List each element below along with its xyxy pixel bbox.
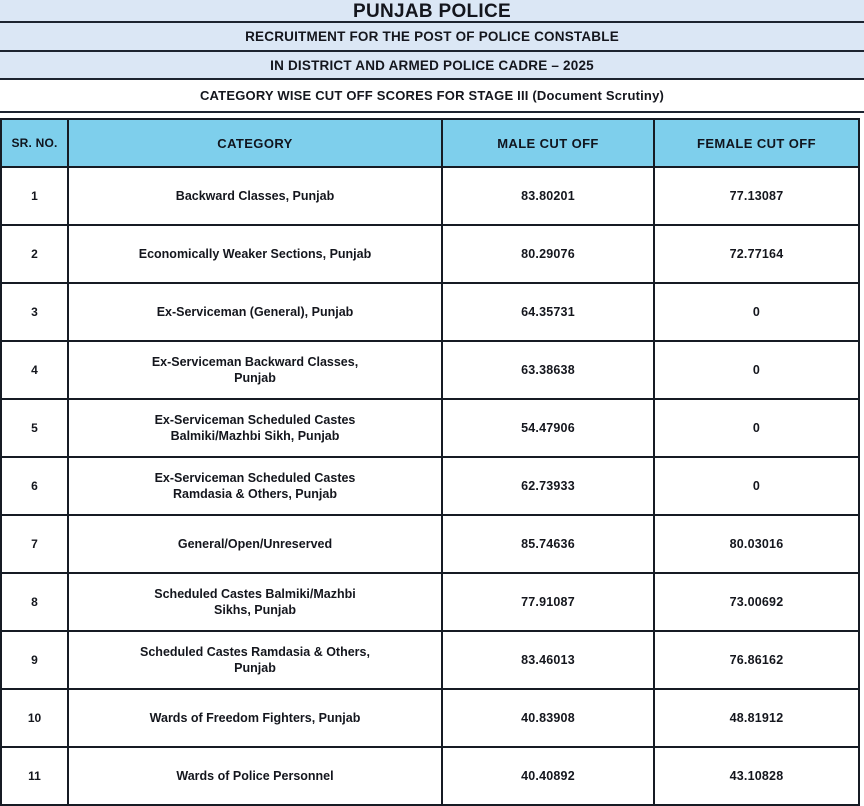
page-title: PUNJAB POLICE	[0, 0, 864, 23]
column-header-female-cut-off: FEMALE CUT OFF	[654, 119, 859, 167]
cell-sr-no: 5	[1, 399, 68, 457]
cell-female-cut-off: 0	[654, 457, 859, 515]
category-line: Ex-Serviceman (General), Punjab	[156, 305, 354, 319]
cell-sr-no: 4	[1, 341, 68, 399]
table-row	[1, 747, 859, 805]
cell-male-cut-off: 62.73933	[442, 457, 654, 515]
cell-female-cut-off: 0	[654, 399, 859, 457]
cell-sr-no: 11	[1, 747, 68, 805]
cell-female-cut-off: 43.10828	[654, 747, 859, 805]
cell-sr-no: 7	[1, 515, 68, 573]
category-line: Ex-Serviceman Backward Classes,	[151, 355, 359, 369]
column-header-category: CATEGORY	[68, 119, 442, 167]
table-body	[1, 167, 859, 805]
table-row	[1, 573, 859, 631]
table-row	[1, 167, 859, 225]
category-line: Economically Weaker Sections, Punjab	[138, 247, 372, 261]
cell-category	[68, 689, 442, 747]
category-line: Punjab	[234, 661, 276, 675]
cell-category	[68, 341, 442, 399]
cell-category	[68, 631, 442, 689]
cell-male-cut-off: 80.29076	[442, 225, 654, 283]
category-line: Ex-Serviceman Scheduled Castes	[154, 471, 356, 485]
cutoff-table-container	[0, 118, 858, 806]
cell-male-cut-off: 40.40892	[442, 747, 654, 805]
cell-female-cut-off: 48.81912	[654, 689, 859, 747]
cell-male-cut-off: 63.38638	[442, 341, 654, 399]
column-header-sr-no: SR. NO.	[1, 119, 68, 167]
table-row	[1, 457, 859, 515]
category-line: Balmiki/Mazhbi Sikh, Punjab	[170, 429, 340, 443]
cell-female-cut-off: 76.86162	[654, 631, 859, 689]
category-line: General/Open/Unreserved	[177, 537, 333, 551]
cell-male-cut-off: 83.46013	[442, 631, 654, 689]
cell-female-cut-off: 0	[654, 341, 859, 399]
table-row	[1, 631, 859, 689]
cell-female-cut-off: 0	[654, 283, 859, 341]
cadre-year-subtitle: IN DISTRICT AND ARMED POLICE CADRE – 2025	[0, 52, 864, 80]
cell-sr-no: 6	[1, 457, 68, 515]
table-row	[1, 399, 859, 457]
cell-category	[68, 283, 442, 341]
cell-sr-no: 3	[1, 283, 68, 341]
cell-male-cut-off: 54.47906	[442, 399, 654, 457]
cell-category	[68, 515, 442, 573]
cell-male-cut-off: 40.83908	[442, 689, 654, 747]
cell-category	[68, 225, 442, 283]
category-line: Ex-Serviceman Scheduled Castes	[154, 413, 356, 427]
table-row	[1, 283, 859, 341]
table-row	[1, 515, 859, 573]
category-line: Wards of Freedom Fighters, Punjab	[149, 711, 361, 725]
category-line: Backward Classes, Punjab	[175, 189, 335, 203]
cutoff-scores-table	[0, 118, 860, 806]
cell-category	[68, 167, 442, 225]
cell-female-cut-off: 77.13087	[654, 167, 859, 225]
table-row	[1, 225, 859, 283]
recruitment-subtitle: RECRUITMENT FOR THE POST OF POLICE CONSTABLE	[0, 23, 864, 52]
category-line: Wards of Police Personnel	[176, 769, 334, 783]
cell-male-cut-off: 83.80201	[442, 167, 654, 225]
cell-sr-no: 2	[1, 225, 68, 283]
cell-sr-no: 10	[1, 689, 68, 747]
cell-female-cut-off: 80.03016	[654, 515, 859, 573]
cell-sr-no: 9	[1, 631, 68, 689]
cell-sr-no: 1	[1, 167, 68, 225]
cell-male-cut-off: 64.35731	[442, 283, 654, 341]
cell-female-cut-off: 73.00692	[654, 573, 859, 631]
cell-male-cut-off: 85.74636	[442, 515, 654, 573]
category-line: Punjab	[234, 371, 276, 385]
cell-category	[68, 399, 442, 457]
cell-category	[68, 457, 442, 515]
cell-female-cut-off: 72.77164	[654, 225, 859, 283]
table-header	[1, 119, 859, 167]
category-line: Ramdasia & Others, Punjab	[173, 487, 337, 501]
stage-subtitle: CATEGORY WISE CUT OFF SCORES FOR STAGE III (Document Scrutiny)	[0, 80, 864, 113]
cell-category	[68, 747, 442, 805]
cell-category	[68, 573, 442, 631]
category-line: Scheduled Castes Balmiki/Mazhbi	[154, 587, 356, 601]
cell-male-cut-off: 77.91087	[442, 573, 654, 631]
table-header-row	[1, 119, 859, 167]
category-line: Sikhs, Punjab	[214, 603, 296, 617]
column-header-male-cut-off: MALE CUT OFF	[442, 119, 654, 167]
cell-sr-no: 8	[1, 573, 68, 631]
table-row	[1, 341, 859, 399]
category-line: Scheduled Castes Ramdasia & Others,	[140, 645, 370, 659]
table-row	[1, 689, 859, 747]
